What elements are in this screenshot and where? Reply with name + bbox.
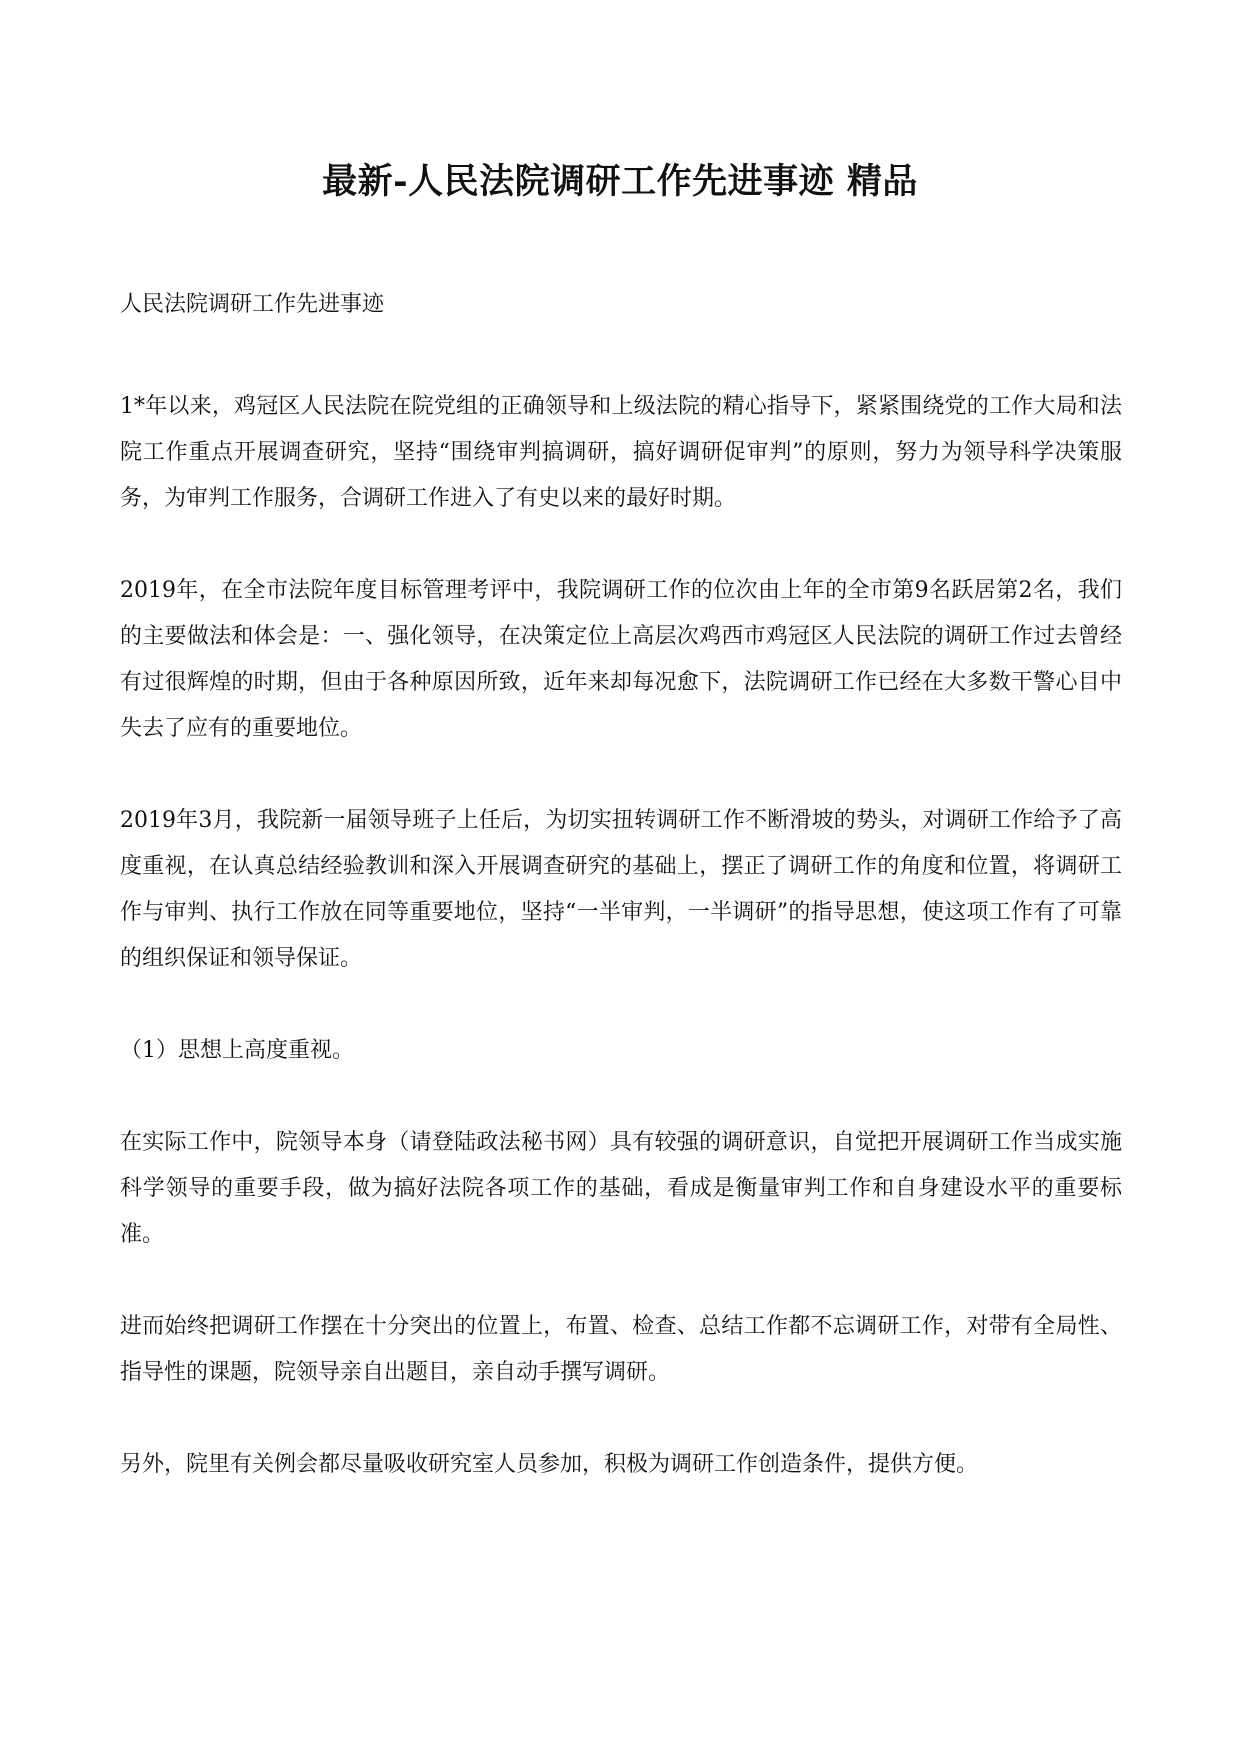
paragraph-2019-ranking: 2019年，在全市法院年度目标管理考评中，我院调研工作的位次由上年的全市第9名跃居第2名，我们的主要做法和体会是：一、强化领导，在决策定位上高层次鸡西市鸡冠区人民法院的调研工作过去曾经有过很辉煌的时期，但由于各种原因所致，近年来却每况愈下，法院调研工作已经在大多数干警心目中失去了应有的重要地位。 [120, 578, 1122, 741]
paragraph-leadership: 2019年3月，我院新一届领导班子上任后，为切实扭转调研工作不断滑坡的势头，对调研工作给予了高度重视，在认真总结经验教训和深入开展调查研究的基础上，摆正了调研工作的角度和位置，将调研工作与审判、执行工作放在同等重要地位，坚持“一半审判，一半调研”的指导思想，使这项工作有了可靠的组织保证和领导保证。 [120, 808, 1122, 971]
paragraph-priority: 进而始终把调研工作摆在十分突出的位置上，布置、检查、总结工作都不忘调研工作，对带有全局性、指导性的课题，院领导亲自出题目，亲自动手撰写调研。 [120, 1314, 1122, 1385]
document-subtitle: 人民法院调研工作先进事迹 [120, 292, 385, 317]
paragraph-intro: 1*年以来，鸡冠区人民法院在院党组的正确领导和上级法院的精心指导下，紧紧围绕党的工作大局和法院工作重点开展调查研究，坚持“围绕审判搞调研，搞好调研促审判”的原则，努力为领导科学决策服务，为审判工作服务，合调研工作进入了有史以来的最好时期。 [120, 394, 1122, 511]
document-body [120, 282, 1122, 1534]
paragraph-awareness: 在实际工作中，院领导本身（请登陆政法秘书网）具有较强的调研意识，自觉把开展调研工作当成实施科学领导的重要手段，做为搞好法院各项工作的基础，看成是衡量审判工作和自身建设水平的重要标准。 [120, 1130, 1122, 1247]
paragraph-support: 另外，院里有关例会都尽量吸收研究室人员参加，积极为调研工作创造条件，提供方便。 [120, 1452, 979, 1477]
section-heading-1: （1）思想上高度重视。 [120, 1038, 354, 1063]
document-title: 最新-人民法院调研工作先进事迹 精品 [322, 161, 918, 202]
